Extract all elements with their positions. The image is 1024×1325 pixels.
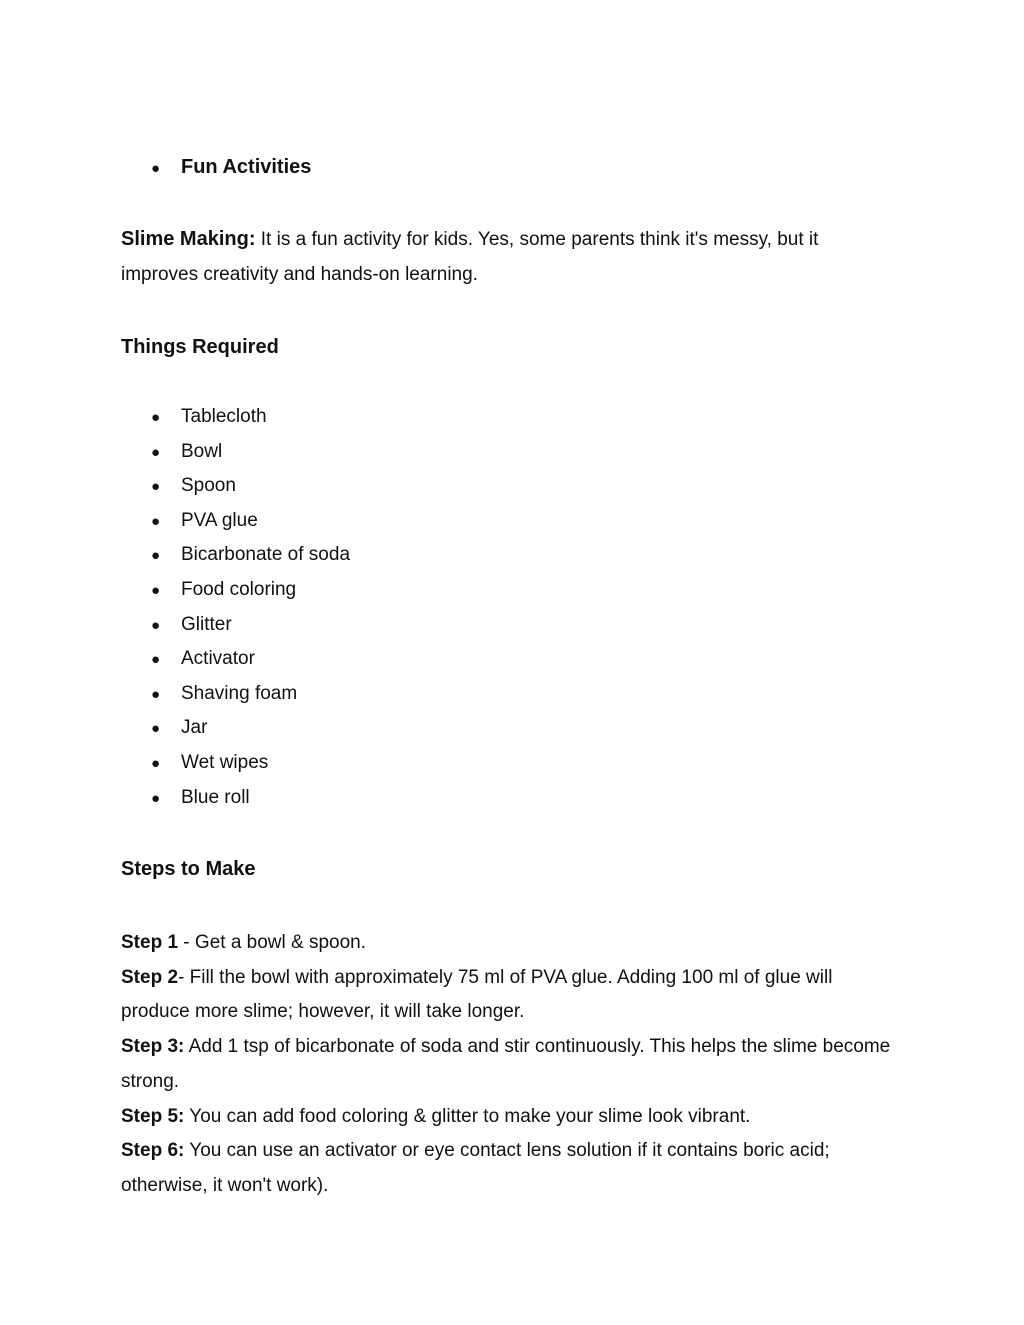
steps-heading: Steps to Make (121, 858, 256, 880)
bullet-marker: ● (151, 547, 161, 565)
step-text: - Fill the bowl with approximately 75 ml of PVA glue. Adding 100 ml of glue will produce more slime; however, it will take longer. (121, 966, 833, 1023)
list-item-label: Wet wipes (181, 751, 269, 773)
step-label: Step 1 (121, 932, 179, 953)
list-item (151, 716, 350, 751)
step-text: You can add food coloring & glitter to make your slime look vibrant. (184, 1105, 751, 1127)
step-label: Step 2 (121, 966, 179, 988)
fun-activities-bullet (151, 155, 311, 181)
list-item (151, 440, 350, 475)
fun-activities-label: Fun Activities (181, 156, 312, 178)
things-required-list (151, 405, 350, 820)
step-item (121, 1100, 901, 1135)
list-item (151, 474, 350, 509)
bullet-marker: ● (151, 685, 161, 703)
list-item-label: Tablecloth (181, 406, 267, 427)
list-item-label: Jar (181, 717, 208, 739)
bullet-marker: ● (151, 443, 161, 461)
step-text: Add 1 tsp of bicarbonate of soda and stir continuously. This helps the slime become strong. (121, 1036, 891, 1092)
list-item (151, 543, 350, 578)
list-item-label: Shaving foam (181, 682, 298, 704)
bullet-marker: ● (151, 616, 161, 634)
list-item (151, 647, 350, 682)
bullet-marker: ● (151, 581, 161, 599)
list-item (151, 786, 350, 821)
step-item (121, 926, 901, 961)
list-item (151, 509, 350, 544)
step-item (121, 961, 901, 1030)
list-item-label: Glitter (181, 613, 232, 635)
step-item (121, 1134, 901, 1203)
step-item (121, 1030, 901, 1099)
list-item-label: Spoon (181, 475, 236, 497)
step-text: You can use an activator or eye contact lens solution if it contains boric acid; otherwise, it won't work). (121, 1140, 830, 1196)
list-item (151, 751, 350, 786)
step-label: Step 5: (121, 1105, 185, 1127)
bullet-marker: ● (151, 512, 161, 530)
list-item (151, 682, 350, 717)
list-item-label: Bowl (181, 440, 223, 462)
bullet-marker: ● (151, 160, 161, 177)
list-item-label: Activator (181, 648, 255, 670)
list-item-label: Food coloring (181, 578, 297, 600)
bullet-marker: ● (151, 720, 161, 738)
bullet-marker: ● (151, 754, 161, 772)
step-label: Step 6: (121, 1140, 185, 1162)
intro-paragraph (121, 222, 891, 292)
list-item (151, 613, 350, 648)
list-item-label: Blue roll (181, 786, 250, 808)
step-text: - Get a bowl & spoon. (178, 932, 367, 953)
list-item (151, 405, 350, 440)
step-label: Step 3: (121, 1036, 185, 1058)
intro-lead: Slime Making: (121, 228, 256, 250)
steps-list (121, 926, 901, 1204)
intro-text: It is a fun activity for kids. Yes, some parents think it's messy, but it improves creativity and hands-on learning. (121, 229, 819, 285)
bullet-marker: ● (151, 789, 161, 807)
list-item (151, 578, 350, 613)
list-item-label: PVA glue (181, 509, 258, 531)
things-required-heading: Things Required (121, 336, 279, 358)
bullet-marker: ● (151, 651, 161, 669)
bullet-marker: ● (151, 409, 161, 426)
list-item-label: Bicarbonate of soda (181, 544, 351, 566)
bullet-marker: ● (151, 478, 161, 496)
